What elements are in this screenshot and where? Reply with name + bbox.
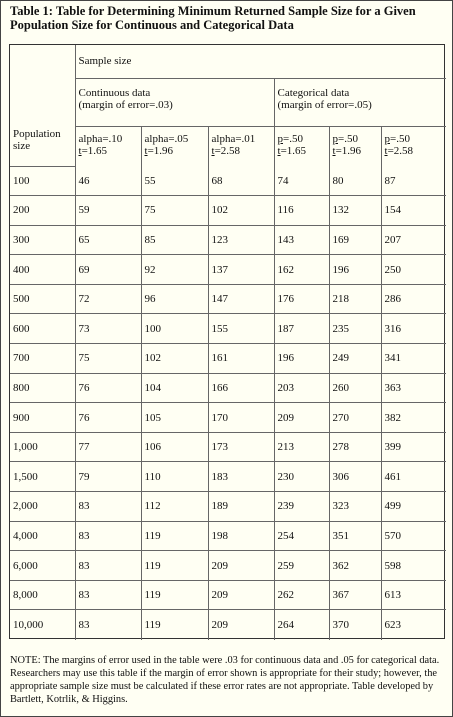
param-var-1: p bbox=[277, 132, 283, 145]
sample-size-cell: 110 bbox=[141, 462, 208, 492]
sample-size-cell: 362 bbox=[329, 551, 381, 581]
sample-size-cell: 143 bbox=[274, 225, 329, 255]
param-var-2: t bbox=[384, 144, 388, 157]
param-var-1: alpha bbox=[211, 132, 236, 145]
table-row bbox=[10, 580, 446, 610]
sample-size-cell: 154 bbox=[381, 196, 446, 226]
sample-size-cell: 116 bbox=[274, 196, 329, 226]
param-val-1: =.50 bbox=[390, 132, 410, 145]
sample-size-cell: 59 bbox=[75, 196, 141, 226]
sample-size-cell: 249 bbox=[329, 344, 381, 374]
sample-size-cell: 55 bbox=[141, 166, 208, 196]
sample-size-cell: 119 bbox=[141, 521, 208, 551]
sample-size-cell: 132 bbox=[329, 196, 381, 226]
sample-size-cell: 119 bbox=[141, 551, 208, 581]
param-var-2: t bbox=[211, 144, 215, 157]
sample-size-cell: 46 bbox=[75, 166, 141, 196]
table-row bbox=[10, 284, 446, 314]
population-size-cell: 6,000 bbox=[10, 551, 75, 581]
sample-size-cell: 213 bbox=[274, 432, 329, 462]
param-val-2: =1.65 bbox=[81, 144, 108, 157]
param-val-2: =1.96 bbox=[147, 144, 174, 157]
sample-size-table bbox=[10, 45, 446, 640]
sample-size-cell: 239 bbox=[274, 492, 329, 522]
table-row bbox=[10, 492, 446, 522]
sample-size-cell: 83 bbox=[75, 551, 141, 581]
sample-size-cell: 235 bbox=[329, 314, 381, 344]
population-size-cell: 400 bbox=[10, 255, 75, 285]
sample-size-cell: 87 bbox=[381, 166, 446, 196]
sample-size-cell: 83 bbox=[75, 492, 141, 522]
table-row bbox=[10, 344, 446, 374]
population-size-cell: 800 bbox=[10, 373, 75, 403]
population-size-cell: 900 bbox=[10, 403, 75, 433]
sample-size-cell: 183 bbox=[208, 462, 274, 492]
sample-size-cell: 278 bbox=[329, 432, 381, 462]
sample-size-cell: 209 bbox=[208, 580, 274, 610]
param-val-1: =.10 bbox=[102, 132, 123, 145]
header-row-sample-size bbox=[10, 45, 446, 78]
sample-size-table-container bbox=[9, 44, 445, 639]
sample-size-cell: 112 bbox=[141, 492, 208, 522]
sample-size-cell: 83 bbox=[75, 610, 141, 640]
sample-size-cell: 250 bbox=[381, 255, 446, 285]
sample-size-cell: 230 bbox=[274, 462, 329, 492]
param-val-2: =1.65 bbox=[280, 144, 307, 157]
population-size-cell: 4,000 bbox=[10, 521, 75, 551]
param-var-2: t bbox=[144, 144, 148, 157]
population-size-header bbox=[10, 45, 75, 166]
sample-size-cell: 119 bbox=[141, 580, 208, 610]
sample-size-cell: 306 bbox=[329, 462, 381, 492]
sample-size-cell: 76 bbox=[75, 373, 141, 403]
sample-size-cell: 499 bbox=[381, 492, 446, 522]
population-size-cell: 100 bbox=[10, 166, 75, 196]
sample-size-cell: 264 bbox=[274, 610, 329, 640]
sample-size-cell: 623 bbox=[381, 610, 446, 640]
sample-size-cell: 207 bbox=[381, 225, 446, 255]
categorical-header-line1: Categorical data bbox=[277, 86, 350, 99]
continuous-header-line1: Continuous data bbox=[78, 86, 151, 99]
sample-size-cell: 260 bbox=[329, 373, 381, 403]
table-title: Table 1: Table for Determining Minimum Returned Sample Size for a Given Population Size for Continuous and Categorical Data bbox=[10, 4, 416, 32]
sample-size-cell: 370 bbox=[329, 610, 381, 640]
param-val-1: =.01 bbox=[235, 132, 256, 145]
sample-size-cell: 85 bbox=[141, 225, 208, 255]
sample-size-cell: 92 bbox=[141, 255, 208, 285]
sample-size-cell: 286 bbox=[381, 284, 446, 314]
sample-size-cell: 102 bbox=[208, 196, 274, 226]
table-row bbox=[10, 255, 446, 285]
sample-size-cell: 83 bbox=[75, 580, 141, 610]
table-row bbox=[10, 610, 446, 640]
table-note: NOTE: The margins of error used in the table were .03 for continuous data and .05 for categorical data. Researchers may use this table if the margin of error shown is appropriate for their study; however, the appropriate sample size must be calculated if these error rates are not appropriate. Table developed by Bartlett, Kotrlik, & Higgins. bbox=[10, 655, 440, 705]
sample-size-cell: 351 bbox=[329, 521, 381, 551]
sample-size-cell: 187 bbox=[274, 314, 329, 344]
sample-size-cell: 161 bbox=[208, 344, 274, 374]
param-val-2: =1.96 bbox=[335, 144, 362, 157]
sample-size-cell: 570 bbox=[381, 521, 446, 551]
param-var-1: alpha bbox=[144, 132, 169, 145]
sample-size-cell: 100 bbox=[141, 314, 208, 344]
sample-size-cell: 399 bbox=[381, 432, 446, 462]
sample-size-cell: 74 bbox=[274, 166, 329, 196]
table-row bbox=[10, 551, 446, 581]
sample-size-header: Sample size bbox=[75, 45, 446, 78]
sample-size-cell: 83 bbox=[75, 521, 141, 551]
sample-size-cell: 79 bbox=[75, 462, 141, 492]
sample-size-cell: 119 bbox=[141, 610, 208, 640]
param-var-2: t bbox=[277, 144, 281, 157]
sample-size-cell: 68 bbox=[208, 166, 274, 196]
sample-size-cell: 105 bbox=[141, 403, 208, 433]
table-row bbox=[10, 225, 446, 255]
population-header-line2: size bbox=[13, 139, 31, 152]
sample-size-cell: 196 bbox=[329, 255, 381, 285]
sample-size-cell: 155 bbox=[208, 314, 274, 344]
population-size-cell: 600 bbox=[10, 314, 75, 344]
population-size-cell: 2,000 bbox=[10, 492, 75, 522]
sample-size-cell: 80 bbox=[329, 166, 381, 196]
sample-size-cell: 316 bbox=[381, 314, 446, 344]
sample-size-cell: 363 bbox=[381, 373, 446, 403]
sample-size-cell: 77 bbox=[75, 432, 141, 462]
sample-size-cell: 598 bbox=[381, 551, 446, 581]
sample-size-cell: 173 bbox=[208, 432, 274, 462]
population-size-cell: 10,000 bbox=[10, 610, 75, 640]
sample-size-cell: 137 bbox=[208, 255, 274, 285]
param-var-2: t bbox=[78, 144, 82, 157]
sample-size-cell: 102 bbox=[141, 344, 208, 374]
param-val-2: =2.58 bbox=[214, 144, 241, 157]
sample-size-cell: 209 bbox=[274, 403, 329, 433]
categorical-data-header bbox=[274, 78, 446, 126]
population-header-line1: Population bbox=[13, 127, 61, 140]
table-row bbox=[10, 373, 446, 403]
sample-size-cell: 162 bbox=[274, 255, 329, 285]
table-row bbox=[10, 166, 446, 196]
table-row bbox=[10, 432, 446, 462]
sample-size-cell: 106 bbox=[141, 432, 208, 462]
table-row bbox=[10, 462, 446, 492]
sample-size-cell: 170 bbox=[208, 403, 274, 433]
population-size-cell: 300 bbox=[10, 225, 75, 255]
sample-size-cell: 259 bbox=[274, 551, 329, 581]
categorical-header-line2: (margin of error=.05) bbox=[277, 98, 372, 111]
continuous-header-line2: (margin of error=.03) bbox=[78, 98, 173, 111]
sample-size-cell: 323 bbox=[329, 492, 381, 522]
parameter-header-col-6 bbox=[381, 126, 446, 166]
param-var-1: alpha bbox=[78, 132, 103, 145]
param-val-2: =2.58 bbox=[387, 144, 414, 157]
sample-size-cell: 65 bbox=[75, 225, 141, 255]
sample-size-cell: 176 bbox=[274, 284, 329, 314]
sample-size-cell: 218 bbox=[329, 284, 381, 314]
sample-size-cell: 73 bbox=[75, 314, 141, 344]
parameter-header-col-1 bbox=[75, 126, 141, 166]
table-row bbox=[10, 196, 446, 226]
sample-size-cell: 96 bbox=[141, 284, 208, 314]
population-size-cell: 8,000 bbox=[10, 580, 75, 610]
param-val-1: =.05 bbox=[168, 132, 189, 145]
parameter-header-col-2 bbox=[141, 126, 208, 166]
param-var-2: t bbox=[332, 144, 336, 157]
sample-size-cell: 123 bbox=[208, 225, 274, 255]
population-size-cell: 500 bbox=[10, 284, 75, 314]
sample-size-cell: 262 bbox=[274, 580, 329, 610]
sample-size-cell: 382 bbox=[381, 403, 446, 433]
sample-size-cell: 341 bbox=[381, 344, 446, 374]
sample-size-cell: 203 bbox=[274, 373, 329, 403]
population-size-cell: 1,500 bbox=[10, 462, 75, 492]
parameter-header-col-4 bbox=[274, 126, 329, 166]
param-var-1: p bbox=[332, 132, 338, 145]
population-size-cell: 1,000 bbox=[10, 432, 75, 462]
sample-size-cell: 166 bbox=[208, 373, 274, 403]
sample-size-cell: 209 bbox=[208, 610, 274, 640]
table-body bbox=[10, 166, 446, 640]
sample-size-cell: 104 bbox=[141, 373, 208, 403]
table-row bbox=[10, 314, 446, 344]
sample-size-cell: 72 bbox=[75, 284, 141, 314]
param-val-1: =.50 bbox=[338, 132, 358, 145]
sample-size-cell: 69 bbox=[75, 255, 141, 285]
parameter-header-col-5 bbox=[329, 126, 381, 166]
sample-size-cell: 461 bbox=[381, 462, 446, 492]
sample-size-cell: 189 bbox=[208, 492, 274, 522]
sample-size-cell: 196 bbox=[274, 344, 329, 374]
sample-size-cell: 75 bbox=[75, 344, 141, 374]
header-row-groups bbox=[10, 78, 446, 126]
parameter-header-col-3 bbox=[208, 126, 274, 166]
sample-size-cell: 147 bbox=[208, 284, 274, 314]
sample-size-cell: 75 bbox=[141, 196, 208, 226]
param-var-1: p bbox=[384, 132, 390, 145]
sample-size-cell: 254 bbox=[274, 521, 329, 551]
population-size-cell: 200 bbox=[10, 196, 75, 226]
table-row bbox=[10, 403, 446, 433]
sample-size-cell: 209 bbox=[208, 551, 274, 581]
sample-size-cell: 270 bbox=[329, 403, 381, 433]
population-size-cell: 700 bbox=[10, 344, 75, 374]
sample-size-cell: 169 bbox=[329, 225, 381, 255]
param-val-1: =.50 bbox=[283, 132, 303, 145]
sample-size-cell: 198 bbox=[208, 521, 274, 551]
sample-size-cell: 613 bbox=[381, 580, 446, 610]
continuous-data-header bbox=[75, 78, 274, 126]
sample-size-cell: 76 bbox=[75, 403, 141, 433]
table-row bbox=[10, 521, 446, 551]
sample-size-cell: 367 bbox=[329, 580, 381, 610]
header-row-parameters bbox=[10, 126, 446, 166]
